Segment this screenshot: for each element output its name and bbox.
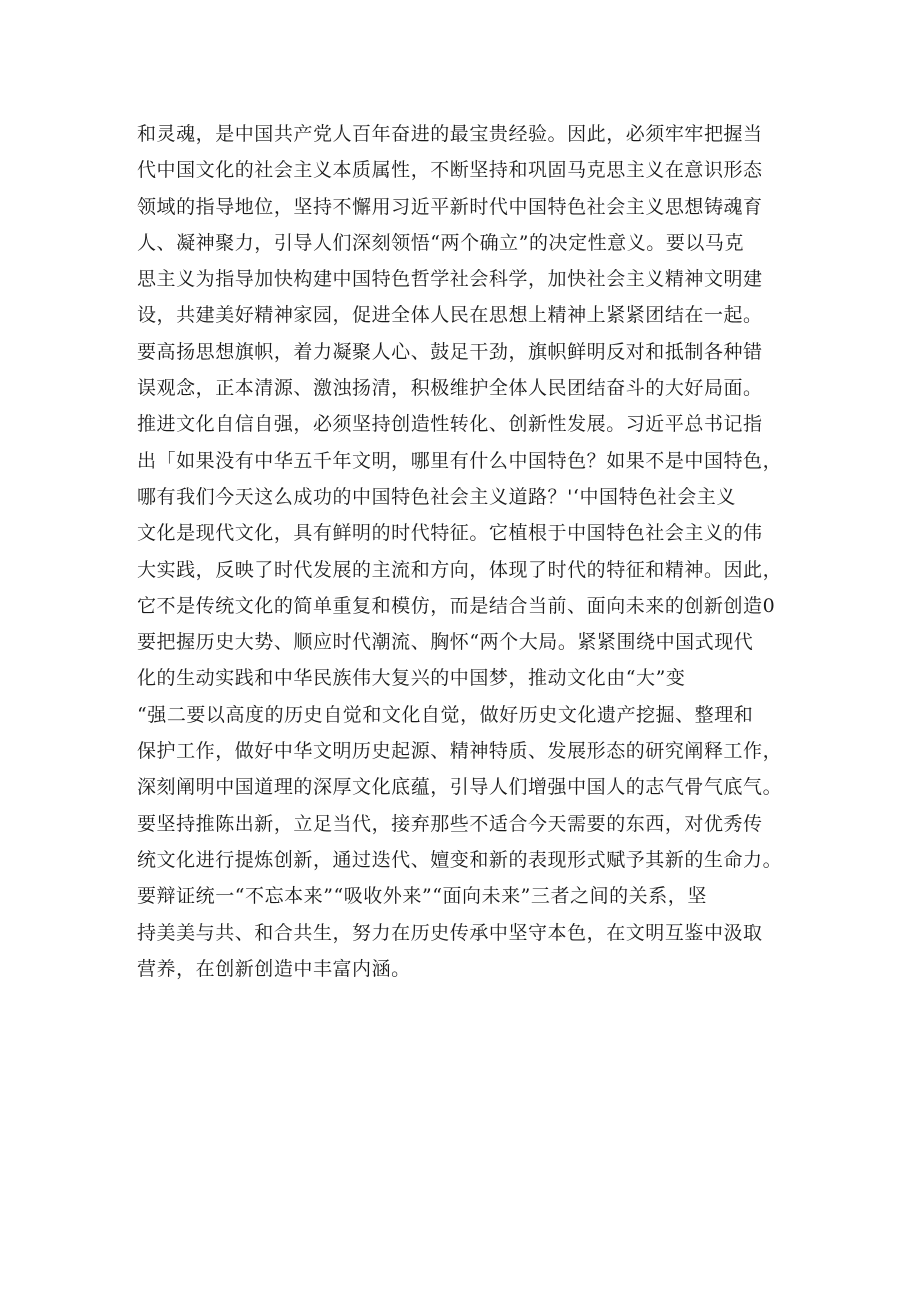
text-line: 人、凝神聚力，引导人们深刻领悟“两个确立”的决定性意义。要以马克 [137,231,745,254]
text-line: 设，共建美好精神家园，促进全体人民在思想上精神上紧紧团结在一起。 [137,304,763,327]
text-line: 它不是传统文化的简单重复和模仿，而是结合当前、面向未来的创新创造0 [137,594,776,617]
text-line: 要坚持推陈出新，立足当代，接弃那些不适合今天需要的东西，对优秀传 [137,812,763,835]
text-line: 思主义为指导加快构建中国特色哲学社会科学，加快社会主义精神文明建 [137,268,763,291]
text-line: 要把握历史大势、顺应时代潮流、胸怀“两个大局。紧紧围绕中国式现代 [137,631,754,654]
text-line: 误观念，正本清源、激浊扬清，积极维护全体人民团结奋斗的大好局面。 [137,377,763,400]
body-text [137,116,807,987]
text-line: 领域的指导地位，坚持不懈用习近平新时代中国特色社会主义思想铸魂育 [137,195,763,218]
text-line: 营养，在创新创造中丰富内涵。 [137,957,411,980]
text-line: 代中国文化的社会主义本质属性，不断坚持和巩固马克思主义在意识形态 [137,159,763,182]
text-line: 要高扬思想旗帜，着力凝聚人心、鼓足干劲，旗帜鲜明反对和抵制各种错 [137,340,763,363]
text-line: 推进文化自信自强，必须坚持创造性转化、创新性发展。习近平总书记指 [137,413,763,436]
text-line: “强二要以高度的历史自觉和文化自觉，做好历史文化遗产挖掘、整理和 [137,703,754,726]
text-line: 和灵魂，是中国共产党人百年奋进的最宝贵经验。因此，必须牢牢把握当 [137,123,763,145]
text-line: 统文化进行提炼创新，通过迭代、嬗变和新的表现形式赋予其新的生命力。 [137,848,783,871]
text-line: 文化是现代文化，具有鲜明的时代特征。它植根于中国特色社会主义的伟 [137,522,763,545]
text-line: 大实践，反映了时代发展的主流和方向，体现了时代的特征和精神。因此， [137,558,783,581]
text-line: 深刻阐明中国道理的深厚文化底蕴，引导人们增强中国人的志气骨气底气。 [137,776,783,799]
text-line: 化的生动实践和中华民族伟大复兴的中国梦，推动文化由“大”变 [137,667,686,690]
text-line: 持美美与共、和合共生，努力在历史传承中坚守本色，在文明互鉴中汲取 [137,921,763,944]
text-line: 保护工作，做好中华文明历史起源、精神特质、发展形态的研究阐释工作， [137,740,783,763]
text-line: 出「如果没有中华五千年文明，哪里有什么中国特色？如果不是中国特色， [137,449,783,472]
text-line: 哪有我们今天这么成功的中国特色社会主义道路？'‘中国特色社会主义 [137,485,736,508]
text-line: 要辩证统一“不忘本来”“吸收外来”“面向未来”三者之间的关系，坚 [137,885,707,908]
